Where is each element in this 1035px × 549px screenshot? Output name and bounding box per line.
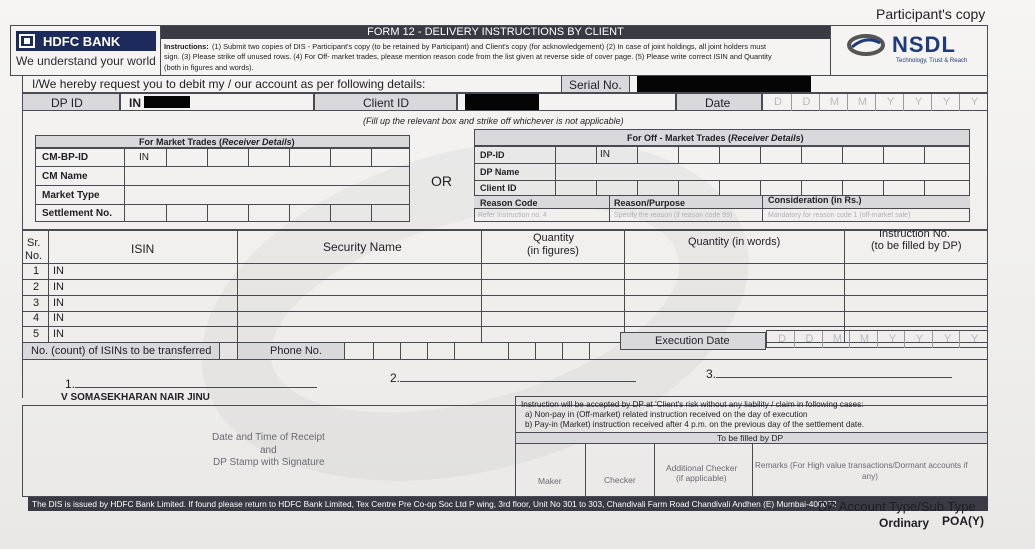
or-text: OR bbox=[431, 173, 452, 189]
nsdl-logo-icon bbox=[846, 33, 886, 57]
date-m2: M bbox=[847, 94, 877, 111]
col-security-name: Security Name bbox=[323, 240, 402, 254]
off-dp-id-label: DP-ID bbox=[480, 150, 505, 160]
serial-no-redacted bbox=[637, 76, 811, 92]
exec-y1: Y bbox=[877, 331, 907, 348]
col-isin: ISIN bbox=[131, 242, 155, 256]
fill-note: (Fill up the relevant box and strike off whichever is not applicable) bbox=[363, 116, 624, 126]
exec-d2: D bbox=[794, 331, 824, 348]
row-4-sr: 4 bbox=[33, 312, 40, 324]
signature-2-label: 2. bbox=[390, 371, 401, 385]
count-label-cell bbox=[22, 342, 220, 360]
off-market-title-end: ) bbox=[800, 133, 804, 143]
serial-no-label-cell bbox=[561, 75, 630, 93]
exec-d1: D bbox=[778, 333, 786, 345]
row-1-sr: 1 bbox=[33, 265, 40, 277]
col-qty-words: Quantity (in words) bbox=[688, 236, 781, 248]
poa-value: POA(Y) bbox=[942, 514, 984, 528]
exec-y2: Y bbox=[904, 331, 934, 348]
date-y4: Y bbox=[959, 94, 989, 111]
request-text: I/We hereby request you to debit my / our account as per following details: bbox=[32, 77, 426, 91]
off-market-title-text: For Off - Market Trades ( bbox=[627, 133, 732, 143]
dp-id-redacted bbox=[144, 96, 190, 108]
date-label-cell bbox=[676, 93, 762, 111]
off-dp-id-prefix[interactable]: IN bbox=[600, 149, 610, 160]
acceptance-line-1: Instruction will be accepted by DP at 'Client's risk without any liability / claim in following cases: bbox=[521, 400, 864, 409]
account-type-value: Ordinary bbox=[879, 516, 930, 530]
row-1-isin[interactable]: IN bbox=[53, 265, 64, 277]
phone-label-cell bbox=[237, 342, 345, 360]
additional-checker-note: (if applicable) bbox=[676, 473, 727, 483]
col-no: No. bbox=[25, 250, 43, 262]
bank-tagline: We understand your world bbox=[16, 54, 156, 68]
consideration-hint: Mandatory for reason code 1 (off-market sale) bbox=[768, 212, 911, 219]
signature-3-line[interactable] bbox=[716, 377, 952, 378]
client-id-label: Client ID bbox=[363, 96, 410, 110]
footer-issued-text: The DIS is issued by HDFC Bank Limited. If found please return to HDFC Bank Limited, Tex Centre Pre Co-op Soc Ltd P wing, 3rd floor, Unit No 301 to 303, Chandivali Farm Road Chandivali Andhen (E) Mumbai-400072 bbox=[32, 499, 837, 509]
off-market-box bbox=[474, 146, 970, 222]
row-2-isin[interactable]: IN bbox=[53, 281, 64, 293]
account-type-label: DP Account Type/Sub Type bbox=[818, 499, 976, 514]
exec-m1: M bbox=[822, 331, 852, 348]
consideration-label: Consideration (in Rs.) bbox=[768, 195, 862, 205]
row-3-sr: 3 bbox=[33, 297, 40, 309]
off-market-title bbox=[474, 129, 970, 146]
execution-date-label: Execution Date bbox=[655, 335, 730, 347]
count-label: No. (count) of ISINs to be transferred bbox=[31, 345, 212, 357]
market-title-end: ) bbox=[291, 137, 295, 147]
row-4-isin[interactable]: IN bbox=[53, 312, 64, 324]
dp-fill-label: To be filled by DP bbox=[717, 433, 784, 443]
nsdl-name: NSDL bbox=[892, 32, 956, 57]
execution-date-label-cell bbox=[620, 332, 766, 350]
acceptance-line-3: b) Pay-in (Market) instruction received after 4 p.m. on the previous day of the settlement date. bbox=[525, 420, 865, 429]
market-title-italic: Receiver Details bbox=[222, 137, 292, 147]
client-id-redacted bbox=[465, 94, 539, 110]
additional-checker-label: Additional Checker bbox=[666, 463, 738, 473]
reason-code-hint: Refer Instruction no. 4 bbox=[478, 212, 547, 219]
date-field[interactable] bbox=[762, 93, 988, 111]
cm-bp-id-label: CM-BP-ID bbox=[42, 152, 89, 163]
market-type-label: Market Type bbox=[42, 190, 100, 201]
receipt-line-2: and bbox=[260, 445, 277, 456]
col-qty-figures-2: (in figures) bbox=[527, 245, 579, 257]
dp-id-prefix: IN bbox=[129, 96, 141, 110]
date-y2: Y bbox=[903, 94, 933, 111]
date-m1: M bbox=[819, 94, 849, 111]
signature-2-line[interactable] bbox=[400, 381, 636, 382]
off-dp-name-label: DP Name bbox=[480, 167, 520, 177]
cm-name-label: CM Name bbox=[42, 171, 88, 182]
market-trades-title bbox=[35, 135, 410, 148]
form-title-bar bbox=[161, 26, 830, 39]
participant-copy-label: Participant's copy bbox=[876, 6, 986, 22]
signature-3-label: 3. bbox=[706, 367, 717, 381]
market-title-text: For Market Trades ( bbox=[139, 137, 223, 147]
acceptance-line-2: a) Non-pay in (Off-market) related instruction received on the day of execution bbox=[525, 410, 808, 419]
dp-fill-header bbox=[515, 432, 988, 444]
maker-label: Maker bbox=[538, 476, 562, 486]
exec-y4: Y bbox=[959, 331, 989, 348]
reason-code-label: Reason Code bbox=[480, 198, 538, 208]
date-y1: Y bbox=[875, 94, 905, 111]
date-label: Date bbox=[705, 96, 731, 110]
instructions-line-2: sign. (3) Please strike off unused rows. (4) For Off- market trades, please mention reason code from the list given at reverse side of cover page. (5) Please write correct ISIN and Quantity bbox=[164, 52, 772, 61]
col-instruction-2: (to be filled by DP) bbox=[871, 240, 962, 252]
col-instruction-1: Instruction No. bbox=[879, 228, 950, 240]
form-title: FORM 12 - DELIVERY INSTRUCTIONS BY CLIENT bbox=[367, 26, 624, 38]
serial-no-label: Serial No. bbox=[569, 78, 622, 92]
reason-purpose-label: Reason/Purpose bbox=[614, 198, 686, 208]
client-id-label-cell bbox=[314, 93, 457, 111]
date-d2: D bbox=[791, 94, 821, 111]
col-qty-figures-1: Quantity bbox=[533, 232, 574, 244]
instructions-line-3: (both in figures and words). bbox=[164, 63, 254, 72]
dp-id-label: DP ID bbox=[51, 96, 83, 110]
remarks-label: Remarks (For High value transactions/Dormant accounts if bbox=[755, 461, 968, 470]
nsdl-tagline: Technology, Trust & Reach bbox=[896, 58, 968, 64]
signature-1-line[interactable] bbox=[75, 387, 317, 388]
row-5-sr: 5 bbox=[33, 328, 40, 340]
off-client-id-label: Client ID bbox=[480, 183, 517, 193]
exec-y3: Y bbox=[932, 331, 962, 348]
remarks-label-2: any) bbox=[862, 472, 878, 481]
col-sr: Sr. bbox=[27, 237, 41, 249]
receipt-line-3: DP Stamp with Signature bbox=[213, 457, 325, 468]
date-d1: D bbox=[774, 96, 782, 108]
checker-label: Checker bbox=[604, 475, 636, 485]
receipt-line-1: Date and Time of Receipt bbox=[212, 432, 325, 443]
holder-name: V SOMASEKHARAN NAIR JINU bbox=[61, 392, 210, 403]
off-market-title-italic: Receiver Details bbox=[731, 133, 801, 143]
reason-purpose-hint: Specify the reason (if reason code 99) bbox=[614, 212, 733, 219]
settlement-no-label: Settlement No. bbox=[42, 208, 113, 219]
signature-1-label: 1. bbox=[65, 377, 76, 391]
phone-label: Phone No. bbox=[270, 345, 322, 357]
execution-date-field[interactable] bbox=[766, 330, 988, 348]
dp-id-label-cell bbox=[22, 93, 120, 111]
row-3-isin[interactable]: IN bbox=[53, 297, 64, 309]
date-y3: Y bbox=[931, 94, 961, 111]
hdfc-logo bbox=[16, 31, 156, 51]
cm-bp-id-prefix[interactable]: IN bbox=[139, 152, 149, 163]
instructions-label: Instructions: bbox=[164, 42, 209, 51]
row-5-isin[interactable]: IN bbox=[53, 328, 64, 340]
hdfc-logo-icon bbox=[19, 34, 35, 48]
exec-m2: M bbox=[849, 331, 879, 348]
bank-name: HDFC BANK bbox=[43, 34, 121, 49]
row-2-sr: 2 bbox=[33, 281, 40, 293]
instructions-line-1: (1) Submit two copies of DIS - Participant's copy (to be retained by Participant) and Client's copy (for acknowledgement) (2) In case of joint holdings, all joint holders must bbox=[212, 42, 767, 51]
